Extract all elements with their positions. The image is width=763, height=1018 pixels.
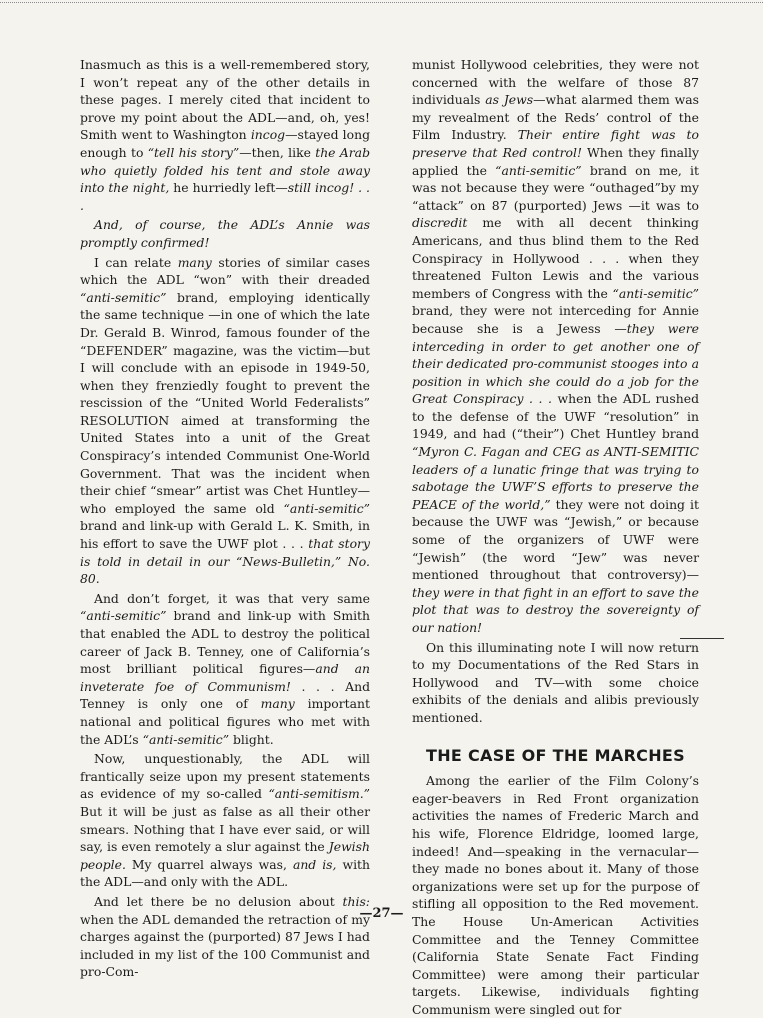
section-end-rule [680, 638, 724, 639]
paragraph: Inasmuch as this is a well-remembered story, I won’t repeat any of the other details in these pages. I merely cited that incident to prove my point about the ADL—and, oh, yes! Smith went to Washington incog—stayed long enough to “tell his story”—then, like the Arab who quietly folded his tent and stole away into the night, he hurriedly left—still incog! . . . [80, 57, 371, 213]
paragraph: Now, unquestionably, the ADL will frantically seize upon my present statements as evidence of my so-called “anti-semitism.” But it will be just as false as all their other smears. Nothing that I have ever said, or will say, is even remotely a slur against the Jewish people. My quarrel always was, and is, with the ADL—and only with the ADL. [80, 751, 370, 890]
italic-run: discredit [412, 215, 468, 231]
italic-run: and an inveterate foe of Communism! [80, 661, 370, 694]
paragraph: And let there be no delusion about this: when the ADL demanded the retraction of my charges against the (purported) 87 Jews I had included in my list of the 100 Communist and pro-Com- [80, 893, 370, 980]
italic-run: and is, [292, 856, 337, 872]
italic-run: they were interceding in order to get another one of their dedicated pro-communist stooges into a position in which she could do a job for the Great Conspiracy . . . [412, 320, 699, 407]
italic-run: this: [342, 893, 370, 909]
paragraph [80, 216, 370, 251]
italic-run: incog [250, 127, 286, 143]
italic-run: And, of course, the ADL’s Annie was promptly confirmed! [80, 217, 370, 250]
italic-run: “anti-semitic” [80, 608, 167, 624]
section-heading: THE CASE OF THE MARCHES [426, 745, 685, 765]
left-column [80, 56, 370, 981]
italic-run: “anti-semitic” [283, 500, 370, 516]
italic-run: they were in that fight in an effort to save the plot that was to destroy the sovereignty of our nation! [412, 584, 699, 635]
italic-run: many [177, 254, 212, 270]
italic-run: the Arab who quietly folded his tent and stole away into the night, [80, 144, 371, 196]
paragraph: munist Hollywood celebrities, they were not concerned with the welfare of those 87 individuals as Jews—what alarmed them was my revealment of the Reds’ control of the Film Industry. Their entire fight was to preserve that Red control! When they finally applied the “anti-semitic” brand on me, it was not because they were “outhaged”by my “attack” on 87 (purported) Jews —it was to discredit me with all decent thinking Americans, and thus blind them to the Red Conspiracy in Hollywood . . . when they threatened Fulton Lewis and the various members of Congress with the “anti-semitic” brand, they were not interceding for Annie because she is a Jewess —they were interceding in order to get another one of their dedicated pro-communist stooges into a position in which she could do a job for the Great Conspiracy . . . when the ADL rushed to the defense of the UWF “resolution” in 1949, and had (“their”) Chet Huntley brand “Myron C. Fagan and CEG as ANTI-SEMITIC leaders of a lunatic fringe that was trying to sabotage the UWF’S efforts to preserve the PEACE of the world,” they were not doing it because the UWF was “Jewish,” or because some of the organizers of UWF were “Jewish” (the word “Jew” was never mentioned throughout that controversy)—they were in that fight in an effort to save the plot that was to destroy the sovereignty of our nation! [412, 57, 700, 635]
italic-run: “anti-semitic” [142, 731, 230, 747]
right-column [412, 56, 699, 1018]
italic-run: “anti-semitic” [80, 289, 167, 305]
italic-run: that story is told in detail in our “News-Bulletin,” No. 80. [80, 536, 370, 587]
italic-run: “anti-semitic” [612, 285, 699, 301]
italic-run: still incog! . . . [80, 180, 370, 213]
italic-run: Jewish people. [80, 839, 370, 872]
paragraph: I can relate many stories of similar cases which the ADL “won” with their dreaded “anti-semitic” brand, employing identically the same technique —in one of which the late Dr. Gerald B. Winrod, famous founder of the “DEFENDER” magazine, was the victim—but I will conclude with an episode in 1949-50, when they frenziedly fought to prevent the rescission of the “United World Federalists” RESOLUTION aimed at transforming the United States into a unit of the Great Conspiracy’s intended Communist One-World Government. That was the incident when their chief “smear” artist was Chet Huntley—who employed the same old “anti-semitic” brand and link-up with Gerald L. K. Smith, in his effort to save the UWF plot . . . that story is told in detail in our “News-Bulletin,” No. 80. [80, 254, 371, 587]
paragraph: Among the earlier of the Film Colony’s eager-beavers in Red Front organization activities the names of Frederic March and his wife, Florence Eldridge, loomed large, indeed! And—speaking in the vernacular—they made no bones about it. Many of those organizations were set up for the purpose of stifling all opposition to the Red movement. The House Un-American Activities Committee and the Tenney Committee (California State Senate Fact Finding Committee) were among their particular targets. Likewise, individuals fighting Communism were singled out for [412, 773, 699, 1017]
paragraph: And don’t forget, it was that very same “anti-semitic” brand and link-up with Smith that enabled the ADL to destroy the political career of Jack B. Tenney, one of California’s most brilliant political figures—and an inveterate foe of Communism! . . . And Tenney is only one of many important national and political figures who met with the ADL’s “anti-semitic” blight. [80, 590, 370, 747]
italic-run: “anti-semitism.” [268, 786, 370, 802]
italic-run: many [260, 696, 295, 712]
italic-run: “Myron C. Fagan and CEG as ANTI-SEMITIC leaders of a lunatic fringe that was trying to sabotage the UWF’S efforts to preserve the PEACE of the world,” [412, 444, 699, 512]
italic-run: Their entire fight was to preserve that Red control! [412, 127, 699, 160]
paragraph: On this illuminating note I will now return to my Documentations of the Red Stars in Hollywood and TV—with some choice exhibits of the denials and alibis previously mentioned. [412, 639, 699, 725]
italic-run: “anti-semitic” [495, 162, 582, 178]
top-rule [0, 2, 763, 5]
italic-run: “tell his story” [147, 144, 240, 160]
italic-run: as Jews [485, 92, 534, 108]
page-number: —27— [359, 906, 404, 921]
